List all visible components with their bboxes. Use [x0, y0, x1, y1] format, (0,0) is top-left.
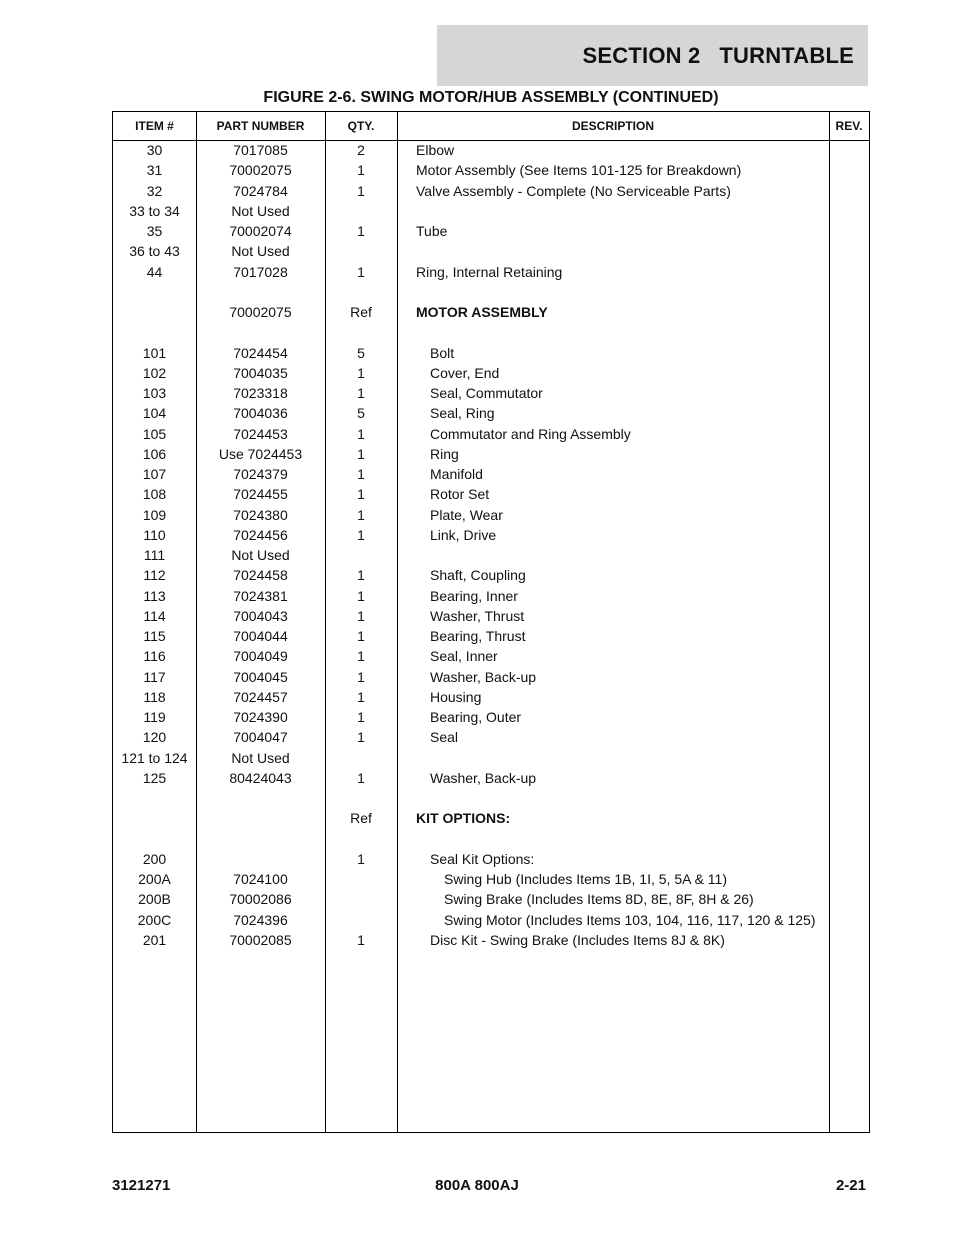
description-cell: Link, Drive — [430, 526, 497, 543]
part-number-cell: 7004036 — [233, 405, 288, 422]
item-cell — [113, 788, 196, 808]
part-number-cell: 7004035 — [233, 364, 288, 381]
table-row — [113, 768, 869, 788]
qty-cell: Ref — [350, 810, 372, 827]
item-cell: 201 — [142, 931, 167, 948]
part-number-cell — [196, 829, 325, 849]
table-row — [113, 505, 869, 525]
part-number-cell: 70002085 — [229, 931, 292, 948]
description-cell: Manifold — [430, 466, 483, 482]
part-number-cell: 7024453 — [233, 425, 288, 442]
qty-cell: 1 — [357, 931, 365, 948]
part-number-cell: 7024379 — [233, 466, 288, 482]
footer-page-number: 2-21 — [835, 1177, 866, 1194]
qty-cell — [325, 869, 397, 889]
qty-cell: 5 — [357, 405, 365, 422]
qty-cell: 1 — [357, 648, 365, 665]
qty-cell: 1 — [357, 162, 365, 179]
table-row — [113, 667, 869, 687]
table-row — [113, 525, 869, 545]
description-cell: Bearing, Inner — [430, 587, 518, 604]
part-number-cell: Not Used — [231, 243, 290, 260]
qty-cell: 1 — [357, 628, 365, 644]
description-cell: Shaft, Coupling — [430, 567, 526, 584]
qty-cell: 1 — [357, 445, 365, 462]
description-cell: Swing Motor (Includes Items 103, 104, 116, 117, 120 & 125) — [444, 911, 816, 928]
item-cell: 105 — [142, 425, 167, 442]
table-row — [113, 748, 869, 768]
description-cell — [416, 201, 836, 221]
part-number-cell — [196, 788, 325, 808]
description-cell — [416, 829, 836, 849]
table-row — [113, 707, 869, 727]
item-cell: 103 — [142, 385, 167, 401]
part-number-cell: 7004049 — [233, 648, 288, 665]
part-number-cell: 70002075 — [229, 304, 292, 320]
description-cell: Rotor Set — [430, 486, 490, 503]
qty-cell: 1 — [357, 729, 365, 746]
table-row — [113, 241, 869, 261]
description-cell: Bearing, Thrust — [430, 628, 526, 644]
item-cell: 107 — [142, 466, 167, 482]
table-row — [113, 302, 869, 322]
item-cell: 113 — [143, 587, 166, 604]
item-cell: 200C — [137, 911, 172, 928]
item-cell: 119 — [143, 709, 166, 725]
item-cell — [113, 829, 196, 849]
table-body — [113, 140, 869, 950]
table-row — [113, 646, 869, 666]
qty-cell: 1 — [357, 668, 365, 685]
qty-cell: 1 — [357, 587, 365, 604]
item-cell: 121 to 124 — [121, 749, 188, 766]
table-row — [113, 160, 869, 180]
qty-cell — [325, 545, 397, 565]
header-qty: QTY. — [347, 119, 375, 133]
item-cell: 118 — [143, 688, 166, 705]
item-cell: 106 — [142, 445, 167, 462]
part-number-cell: 7024784 — [233, 182, 288, 199]
table-row — [113, 322, 869, 342]
description-cell: Swing Brake (Includes Items 8D, 8E, 8F, 8H & 26) — [444, 891, 754, 908]
item-cell: 104 — [142, 405, 167, 422]
qty-cell: 1 — [357, 607, 365, 624]
header-item: ITEM # — [135, 119, 174, 133]
description-cell: Bolt — [430, 344, 455, 361]
qty-cell — [325, 889, 397, 909]
table-row — [113, 201, 869, 221]
part-number-cell — [196, 322, 325, 342]
part-number-cell: Not Used — [231, 547, 290, 563]
table-row — [113, 181, 869, 201]
part-number-cell: 7024456 — [233, 526, 288, 543]
item-cell: 33 to 34 — [129, 202, 180, 219]
qty-cell: 1 — [357, 466, 365, 482]
qty-cell: 1 — [357, 364, 365, 381]
description-cell: Seal, Inner — [430, 648, 498, 665]
table-row — [113, 221, 869, 241]
qty-cell — [325, 748, 397, 768]
footer-doc-number: 3121271 — [112, 1177, 171, 1194]
part-number-cell: 7017028 — [233, 263, 288, 280]
part-number-cell: 70002075 — [229, 162, 292, 179]
description-cell: Cover, End — [430, 364, 500, 381]
qty-cell — [325, 910, 397, 930]
qty-cell: 5 — [357, 344, 365, 361]
part-number-cell: 7023318 — [233, 385, 288, 401]
part-number-cell — [196, 282, 325, 302]
table-row — [113, 464, 869, 484]
section-title: SECTION 2 TURNTABLE — [582, 42, 854, 68]
table-row — [113, 424, 869, 444]
description-cell: Motor Assembly (See Items 101-125 for Breakdown) — [416, 162, 742, 179]
item-cell — [113, 282, 196, 302]
part-number-cell: Use 7024453 — [218, 445, 303, 462]
qty-cell: 1 — [357, 425, 365, 442]
qty-cell — [325, 322, 397, 342]
item-cell — [113, 322, 196, 342]
table-row — [113, 262, 869, 282]
item-cell: 108 — [142, 486, 167, 503]
part-number-cell: 70002086 — [229, 891, 292, 908]
table-row — [113, 484, 869, 504]
description-cell: Tube — [416, 223, 448, 239]
item-cell: 200 — [142, 850, 167, 867]
qty-cell — [325, 829, 397, 849]
figure-title: FIGURE 2-6. SWING MOTOR/HUB ASSEMBLY (CONTINUED) — [263, 89, 719, 106]
item-cell: 110 — [143, 526, 166, 543]
description-cell: Seal, Commutator — [430, 385, 543, 401]
qty-cell: 1 — [357, 182, 365, 199]
qty-cell: Ref — [350, 304, 372, 320]
table-row — [113, 282, 869, 302]
table-row — [113, 626, 869, 646]
description-cell — [416, 282, 836, 302]
part-number-cell: 70002074 — [229, 223, 292, 239]
table-row — [113, 606, 869, 626]
description-cell: Housing — [430, 688, 482, 705]
item-cell: 31 — [146, 162, 163, 179]
qty-cell: 1 — [357, 567, 365, 584]
item-cell: 32 — [146, 182, 163, 199]
table-row — [113, 930, 869, 950]
table-row — [113, 403, 869, 423]
description-cell: Commutator and Ring Assembly — [430, 425, 631, 442]
item-cell — [113, 302, 196, 322]
description-cell — [416, 748, 850, 768]
part-number-cell: 7017085 — [233, 142, 288, 158]
description-cell: Washer, Back-up — [430, 769, 537, 786]
description-cell: Plate, Wear — [430, 506, 503, 523]
item-cell: 125 — [142, 769, 167, 786]
header-description: DESCRIPTION — [571, 119, 654, 133]
table-row — [113, 788, 869, 808]
qty-cell — [325, 241, 397, 261]
table-row — [113, 727, 869, 747]
item-cell: 35 — [146, 223, 163, 239]
description-cell — [416, 788, 836, 808]
qty-cell — [325, 282, 397, 302]
parts-table — [112, 111, 870, 1133]
header-part-number: PART NUMBER — [216, 119, 305, 133]
part-number-cell: 7004043 — [233, 607, 288, 624]
qty-cell: 1 — [357, 223, 365, 239]
table-row — [113, 829, 869, 849]
item-cell: 101 — [142, 344, 167, 361]
description-cell: Valve Assembly - Complete (No Serviceable Parts) — [416, 182, 731, 199]
part-number-cell: 7024454 — [233, 344, 288, 361]
part-number-cell: 7024380 — [233, 506, 288, 523]
part-number-cell: 7004047 — [233, 729, 288, 746]
description-cell — [416, 545, 850, 565]
item-cell: 120 — [142, 729, 167, 746]
table-row — [113, 869, 869, 889]
description-cell: Bearing, Outer — [430, 709, 522, 725]
description-cell: MOTOR ASSEMBLY — [416, 304, 548, 320]
qty-cell: 1 — [357, 486, 365, 503]
description-cell — [416, 322, 836, 342]
qty-cell: 1 — [357, 709, 365, 725]
table-row — [113, 343, 869, 363]
qty-cell: 2 — [357, 142, 365, 158]
description-cell: Disc Kit - Swing Brake (Includes Items 8J & 8K) — [430, 931, 725, 948]
item-cell: 112 — [143, 567, 166, 584]
description-cell: Swing Hub (Includes Items 1B, 1I, 5, 5A & 11) — [444, 871, 727, 887]
qty-cell: 1 — [357, 769, 365, 786]
description-cell: Seal, Ring — [430, 405, 495, 422]
qty-cell — [325, 201, 397, 221]
description-cell — [416, 241, 836, 261]
table-row — [113, 910, 869, 930]
section-header-banner — [437, 25, 868, 86]
part-number-cell: 7024100 — [233, 871, 288, 887]
table-row — [113, 808, 869, 828]
item-cell: 102 — [142, 364, 167, 381]
item-cell: 117 — [143, 668, 166, 685]
part-number-cell: 7004044 — [233, 628, 288, 644]
table-row — [113, 586, 869, 606]
part-number-cell: 7024396 — [233, 911, 288, 928]
header-rev: REV. — [835, 119, 863, 133]
item-cell: 115 — [143, 628, 166, 644]
description-cell: Ring — [430, 445, 459, 462]
item-cell: 200A — [138, 871, 171, 887]
description-cell: Ring, Internal Retaining — [416, 263, 563, 280]
item-cell: 30 — [146, 142, 163, 158]
qty-cell: 1 — [357, 263, 365, 280]
description-cell: Washer, Back-up — [430, 668, 537, 685]
table-row — [113, 363, 869, 383]
part-number-cell: 7024458 — [233, 567, 288, 584]
description-cell: Seal Kit Options: — [430, 850, 535, 867]
item-cell: 109 — [142, 506, 167, 523]
table-row — [113, 889, 869, 909]
table-row — [113, 849, 869, 869]
qty-cell: 1 — [357, 385, 365, 401]
part-number-cell: Not Used — [231, 202, 290, 219]
qty-cell: 1 — [357, 688, 365, 705]
table-row — [113, 383, 869, 403]
description-cell: KIT OPTIONS: — [416, 810, 511, 827]
part-number-cell: 80424043 — [229, 769, 292, 786]
part-number-cell — [196, 849, 325, 869]
table-row — [113, 565, 869, 585]
table-row — [113, 140, 869, 160]
part-number-cell: Not Used — [231, 749, 290, 766]
qty-cell: 1 — [357, 506, 365, 523]
qty-cell — [325, 788, 397, 808]
item-cell — [113, 808, 196, 828]
item-cell: 116 — [143, 648, 166, 665]
qty-cell: 1 — [357, 526, 365, 543]
table-row — [113, 545, 869, 565]
table-row — [113, 687, 869, 707]
table-row — [113, 444, 869, 464]
part-number-cell: 7024390 — [233, 709, 288, 725]
part-number-cell — [196, 808, 325, 828]
item-cell: 44 — [146, 263, 163, 280]
item-cell: 36 to 43 — [129, 243, 180, 260]
part-number-cell: 7024457 — [233, 688, 288, 705]
footer-model: 800A 800AJ — [435, 1177, 519, 1194]
part-number-cell: 7004045 — [233, 668, 288, 685]
description-cell: Elbow — [416, 142, 455, 158]
item-cell: 111 — [143, 547, 166, 563]
part-number-cell: 7024455 — [233, 486, 288, 503]
item-cell: 114 — [143, 607, 166, 624]
description-cell: Washer, Thrust — [430, 607, 525, 624]
table-header-row — [113, 112, 869, 141]
description-cell: Seal — [430, 729, 459, 746]
item-cell: 200B — [138, 891, 171, 908]
part-number-cell: 7024381 — [233, 587, 288, 604]
qty-cell: 1 — [357, 850, 365, 867]
